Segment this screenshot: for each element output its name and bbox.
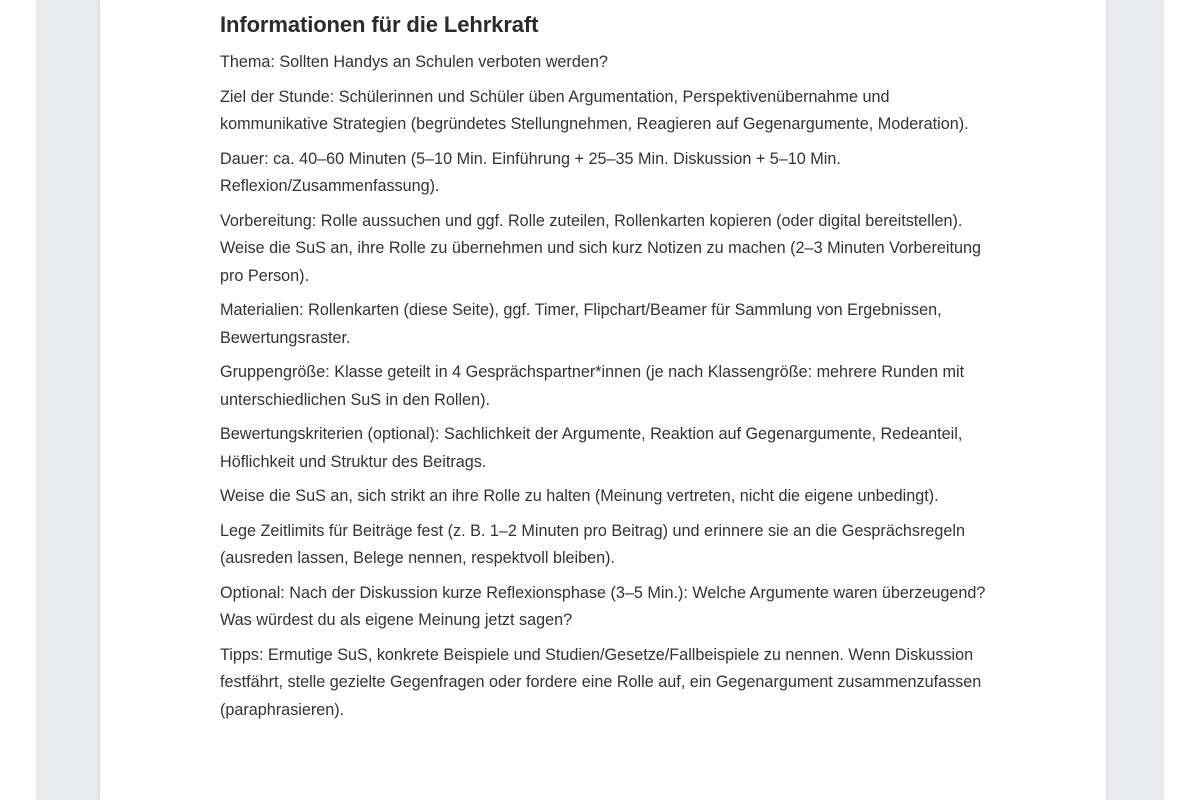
left-margin-panel [0, 0, 36, 800]
paragraph-group-size: Gruppengröße: Klasse geteilt in 4 Gesprächspartner*innen (je nach Klassengröße: mehrere Runden mit unterschiedlichen SuS in den Rollen). [220, 363, 965, 409]
section-heading: Informationen für die Lehrkraft [220, 12, 539, 37]
document-page [100, 0, 1106, 800]
paragraph-reflection: Optional: Nach der Diskussion kurze Reflexionsphase (3–5 Min.): Welche Argumente waren überzeugend? Was würdest du als eigene Meinung jetzt sagen? [220, 583, 986, 629]
paragraph-role-instruction: Weise die SuS an, sich strikt an ihre Rolle zu halten (Meinung vertreten, nicht die eigene unbedingt). [220, 487, 939, 505]
paragraph-lesson-goal: Ziel der Stunde: Schülerinnen und Schüler üben Argumentation, Perspektivenübernahme und kommunikative Strategien (begründetes Stellungnehmen, Reagieren auf Gegenargumente, Moderation). [220, 87, 969, 133]
paragraph-assessment-criteria: Bewertungskriterien (optional): Sachlichkeit der Argumente, Reaktion auf Gegenargumente, Redeanteil, Höflichkeit und Struktur des Beitrags. [220, 425, 963, 471]
paragraph-time-limits: Lege Zeitlimits für Beiträge fest (z. B. 1–2 Minuten pro Beitrag) und erinnere sie an die Gesprächsregeln (ausreden lassen, Belege nennen, respektvoll bleiben). [220, 521, 966, 567]
document-content [220, 10, 1000, 731]
paragraph-materials: Materialien: Rollenkarten (diese Seite), ggf. Timer, Flipchart/Beamer für Sammlung von Ergebnissen, Bewertungsraster. [220, 301, 942, 347]
paragraph-tips: Tipps: Ermutige SuS, konkrete Beispiele und Studien/Gesetze/Fallbeispiele zu nennen. Wenn Diskussion festfährt, stelle gezielte Gegenfragen oder fordere eine Rolle auf, ein Gegenargument zusammenzufassen (paraphrasieren). [220, 645, 982, 719]
right-margin-panel [1164, 0, 1200, 800]
paragraph-topic: Thema: Sollten Handys an Schulen verboten werden? [220, 53, 608, 71]
paragraph-duration: Dauer: ca. 40–60 Minuten (5–10 Min. Einführung + 25–35 Min. Diskussion + 5–10 Min. Reflexion/Zusammenfassung). [220, 149, 841, 195]
paragraph-preparation: Vorbereitung: Rolle aussuchen und ggf. Rolle zuteilen, Rollenkarten kopieren (oder digital bereitstellen). Weise die SuS an, ihre Rolle zu übernehmen und sich kurz Notizen zu machen (2–3 Minuten Vorbereitung pro Person). [220, 211, 981, 285]
